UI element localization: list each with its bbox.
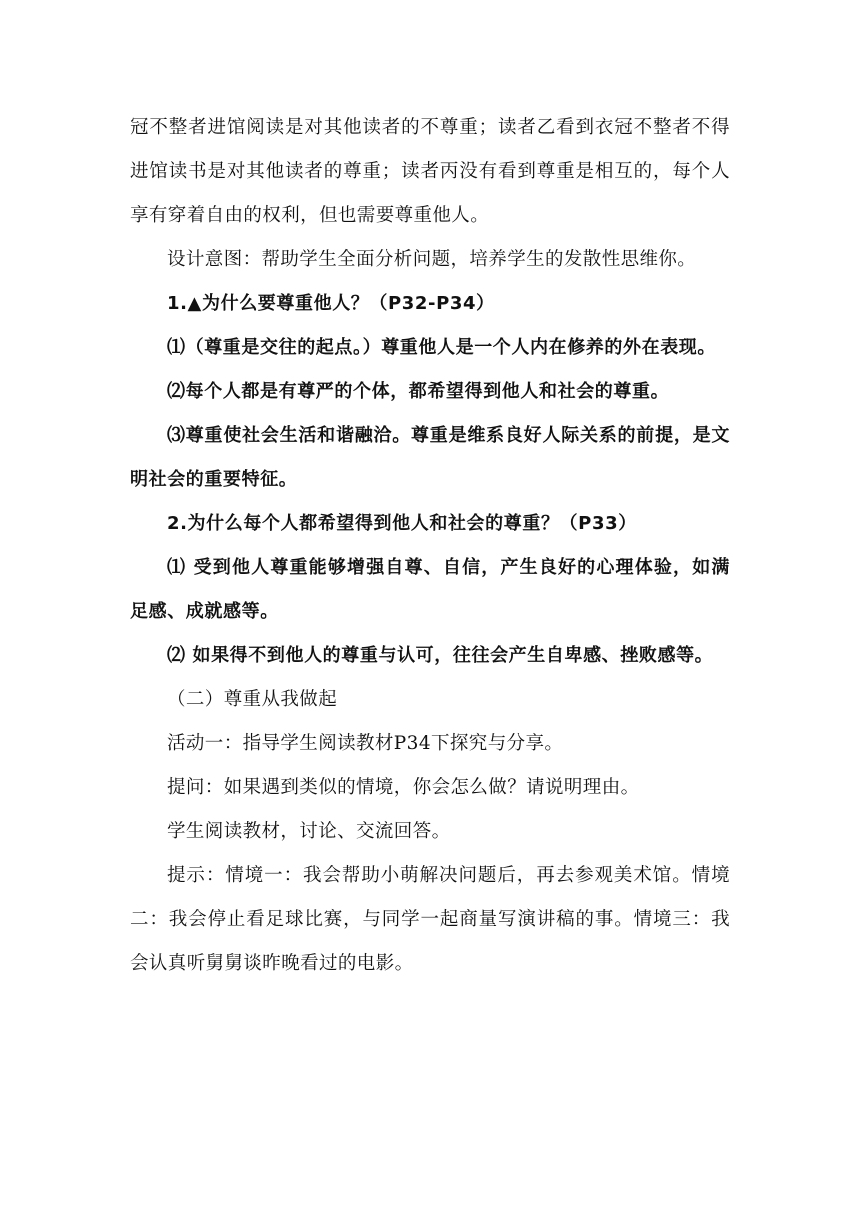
point-1-self-esteem: ⑴ 受到他人尊重能够增强自尊、自信，产生良好的心理体验，如满足感、成就感等。: [130, 557, 730, 622]
point-1-respect-starting-point: ⑴（尊重是交往的起点。）尊重他人是一个人内在修养的外在表现。: [167, 337, 716, 358]
heading-why-respect-others: 1.▲为什么要尊重他人？（P32-P34）: [167, 293, 495, 314]
student-activity: 学生阅读教材，讨论、交流回答。: [167, 821, 451, 842]
paragraph-continuation: 冠不整者进馆阅读是对其他读者的不尊重；读者乙看到衣冠不整者不得进馆读书是对其他读者的尊重；读者丙没有看到尊重是相互的，每个人享有穿着自由的权利，但也需要尊重他人。: [130, 117, 730, 226]
point-2-dignity: ⑵每个人都是有尊严的个体，都希望得到他人和社会的尊重。: [167, 381, 670, 402]
point-2-inferiority: ⑵ 如果得不到他人的尊重与认可，往往会产生自卑感、挫败感等。: [167, 645, 714, 666]
point-3-harmony: ⑶尊重使社会生活和谐融洽。尊重是维系良好人际关系的前提，是文明社会的重要特征。: [130, 425, 730, 490]
question-prompt: 提问：如果遇到类似的情境，你会怎么做？请说明理由。: [167, 777, 640, 798]
hint-scenarios: 提示：情境一：我会帮助小萌解决问题后，再去参观美术馆。情境二：我会停止看足球比赛，与同学一起商量写演讲稿的事。情境三：我会认真听舅舅谈昨晚看过的电影。: [130, 865, 730, 974]
heading-why-want-respect: 2.为什么每个人都希望得到他人和社会的尊重？（P33）: [167, 513, 637, 534]
section-heading-respect-starts-with-me: （二）尊重从我做起: [167, 689, 338, 710]
paragraph-design-intent: 设计意图：帮助学生全面分析问题，培养学生的发散性思维你。: [167, 249, 697, 270]
activity-one: 活动一：指导学生阅读教材P34下探究与分享。: [167, 733, 564, 754]
document-body: [130, 106, 730, 986]
